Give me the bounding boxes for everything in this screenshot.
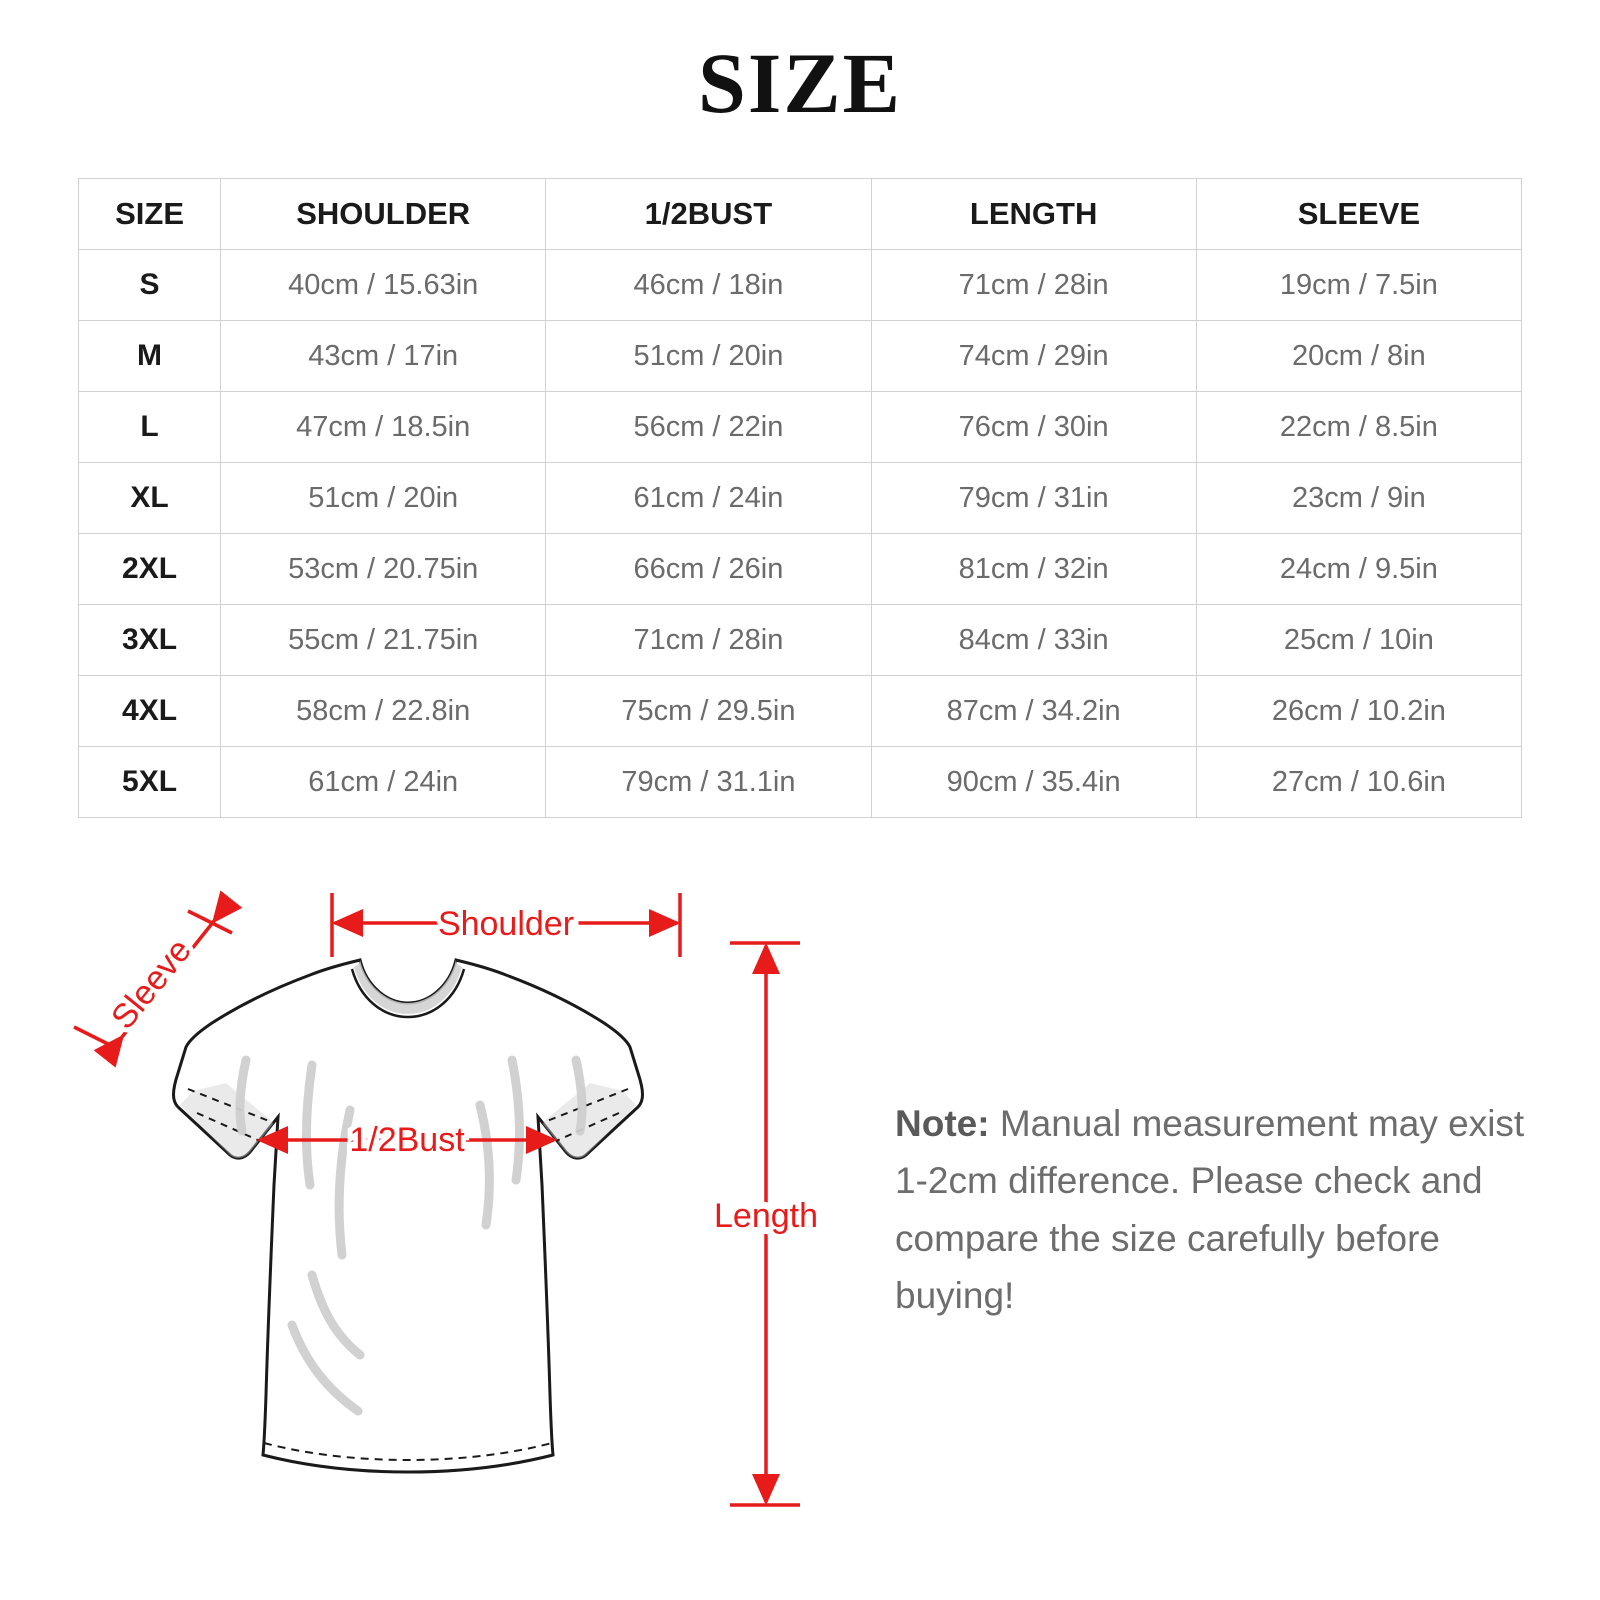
table-row [79,321,1522,392]
note-text: Manual measurement may exist 1-2cm difference. Please check and compare the size carefully before buying! [895,1103,1525,1317]
cell-sleeve: 23cm / 9in [1196,463,1521,534]
cell-size: 4XL [79,676,221,747]
table-row [79,392,1522,463]
cell-sleeve: 24cm / 9.5in [1196,534,1521,605]
cell-shoulder: 55cm / 21.75in [221,605,546,676]
table-row [79,463,1522,534]
cell-shoulder: 53cm / 20.75in [221,534,546,605]
cell-size: 3XL [79,605,221,676]
cell-shoulder: 47cm / 18.5in [221,392,546,463]
shoulder-label: Shoulder [437,905,575,943]
cell-length: 81cm / 32in [871,534,1196,605]
cell-length: 87cm / 34.2in [871,676,1196,747]
table-row [79,676,1522,747]
table-row [79,747,1522,818]
column-header-length: LENGTH [871,179,1196,250]
cell-bust: 61cm / 24in [546,463,871,534]
cell-length: 84cm / 33in [871,605,1196,676]
bust-label: 1/2Bust [349,1121,465,1159]
cell-length: 74cm / 29in [871,321,1196,392]
cell-size: S [79,250,221,321]
cell-bust: 79cm / 31.1in [546,747,871,818]
cell-sleeve: 25cm / 10in [1196,605,1521,676]
cell-length: 79cm / 31in [871,463,1196,534]
cell-size: 5XL [79,747,221,818]
column-header-sleeve: SLEEVE [1196,179,1521,250]
table-row [79,534,1522,605]
table-header-row [79,179,1522,250]
cell-shoulder: 43cm / 17in [221,321,546,392]
cell-bust: 75cm / 29.5in [546,676,871,747]
page-title: SIZE [697,35,903,131]
cell-size: L [79,392,221,463]
cell-length: 90cm / 35.4in [871,747,1196,818]
cell-shoulder: 61cm / 24in [221,747,546,818]
column-header-size: SIZE [79,179,221,250]
cell-sleeve: 20cm / 8in [1196,321,1521,392]
cell-bust: 51cm / 20in [546,321,871,392]
cell-size: 2XL [79,534,221,605]
cell-sleeve: 26cm / 10.2in [1196,676,1521,747]
cell-size: XL [79,463,221,534]
cell-bust: 71cm / 28in [546,605,871,676]
sleeve-label: Sleeve [103,931,199,1037]
cell-sleeve: 19cm / 7.5in [1196,250,1521,321]
tshirt-measurement-diagram [60,855,860,1555]
table-row [79,605,1522,676]
cell-bust: 46cm / 18in [546,250,871,321]
length-label: Length [714,1197,818,1235]
cell-length: 71cm / 28in [871,250,1196,321]
cell-shoulder: 51cm / 20in [221,463,546,534]
cell-bust: 56cm / 22in [546,392,871,463]
column-header-shoulder: SHOULDER [221,179,546,250]
table-row [79,250,1522,321]
cell-bust: 66cm / 26in [546,534,871,605]
column-header-bust: 1/2BUST [546,179,871,250]
note-label: Note: [895,1103,990,1144]
cell-sleeve: 22cm / 8.5in [1196,392,1521,463]
cell-shoulder: 40cm / 15.63in [221,250,546,321]
cell-shoulder: 58cm / 22.8in [221,676,546,747]
measurement-note [895,1095,1555,1324]
cell-size: M [79,321,221,392]
cell-length: 76cm / 30in [871,392,1196,463]
size-chart-table [78,178,1522,818]
cell-sleeve: 27cm / 10.6in [1196,747,1521,818]
tshirt-outline [174,960,643,1472]
